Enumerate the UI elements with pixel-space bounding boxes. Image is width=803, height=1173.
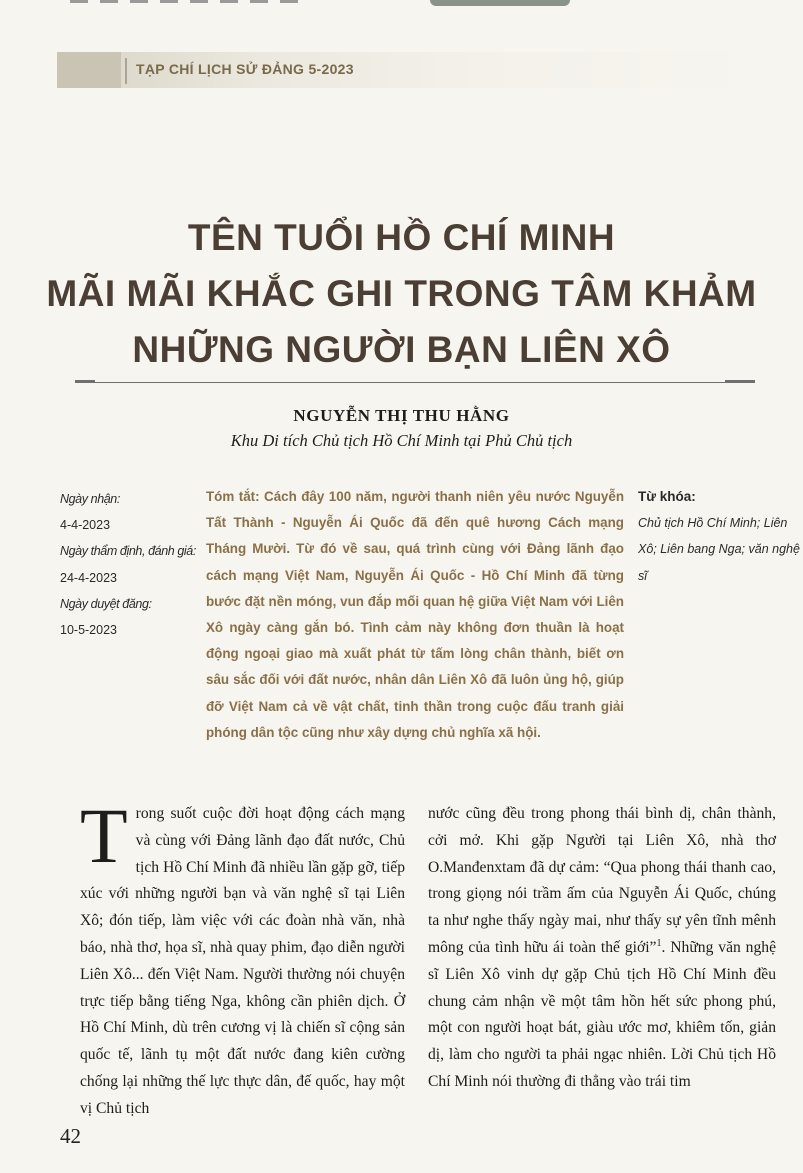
body-text-left: rong suốt cuộc đời hoạt động cách mạng và cùng với Đảng lãnh đạo đất nước, Chủ tịch Hồ Chí Minh đã nhiều lần gặp gỡ, tiếp xúc với những người bạn và văn nghệ sĩ tại Liên Xô; đón tiếp, làm việc với các đoàn nhà văn, nhà báo, nhà thơ, họa sĩ, nhà quay phim, đạo diễn người Liên Xô... đến Việt Nam. Người thường nói chuyện trực tiếp bằng tiếng Nga, không cần phiên dịch. Ở Hồ Chí Minh, dù trên cương vị là chiến sĩ cộng sản quốc tế, lãnh tụ một đất nước đang kiên cường chống lại những thế lực thực dân, đế quốc, hay một vị Chủ tịch	[80, 805, 405, 1117]
page-number: 42	[60, 1124, 81, 1148]
keywords-block	[638, 484, 800, 589]
author-affiliation: Khu Di tích Chủ tịch Hồ Chí Minh tại Phủ Chủ tịch	[230, 431, 573, 450]
keywords-text: Chủ tịch Hồ Chí Minh; Liên Xô; Liên bang Nga; văn nghệ sĩ	[638, 516, 800, 583]
body-text-right-b: . Những văn nghệ sĩ Liên Xô vinh dự gặp Chủ tịch Hồ Chí Minh đều chung cảm nhận về một tâm hồn hết sức phong phú, một con người hoạt bát, giàu ước mơ, khiêm tốn, giản dị, làm cho người ta phải ngạc nhiên. Lời Chủ tịch Hồ Chí Minh nói thường đi thẳng vào trái tim	[428, 938, 776, 1090]
drop-cap: T	[80, 792, 128, 879]
reviewed-date: 24-4-2023	[60, 570, 117, 585]
abstract: Tóm tắt: Cách đây 100 năm, người thanh niên yêu nước Nguyễn Tất Thành - Nguyễn Ái Quốc đã đến quê hương Cách mạng Tháng Mười. Từ đó về sau, quá trình cùng với Đảng lãnh đạo cách mạng Việt Nam, Nguyễn Ái Quốc - Hồ Chí Minh đã từng bước đặt nền móng, vun đắp mối quan hệ giữa Việt Nam với Liên Xô ngày càng gắn bó. Tình cảm này không đơn thuần là hoạt động ngoại giao mà xuất phát từ tấm lòng chân thành, biết ơn sâu sắc đối với đất nước, nhân dân Liên Xô đã luôn ủng hộ, giúp đỡ Việt Nam cả về vật chất, tinh thần trong cuộc đấu tranh giải phóng dân tộc cũng như xây dựng chủ nghĩa xã hội.	[206, 489, 624, 740]
body-column-right	[428, 801, 776, 1096]
title-line-1: TÊN TUỔI HỒ CHÍ MINH	[187, 217, 616, 258]
dates-block	[60, 486, 200, 643]
footnote-mark: 1	[656, 937, 662, 949]
body-column-left	[80, 792, 405, 1123]
title-line-2: MÃI MÃI KHẮC GHI TRONG TÂM KHẢM	[46, 273, 757, 314]
running-header-journal: TẠP CHÍ LỊCH SỬ ĐẢNG 5-2023	[136, 61, 354, 77]
article-title	[40, 210, 763, 378]
top-decor-blot	[430, 0, 570, 6]
approved-date: 10-5-2023	[60, 623, 117, 638]
received-date: 4-4-2023	[60, 518, 111, 533]
approved-label: Ngày duyệt đăng:	[60, 596, 152, 611]
reviewed-label: Ngày thẩm định, đánh giá:	[60, 544, 196, 559]
title-rule-dash-left	[75, 380, 95, 382]
running-header-separator	[125, 58, 127, 84]
top-decor-dash	[70, 0, 300, 3]
title-rule-dash-right	[725, 380, 755, 382]
running-header-block	[57, 52, 121, 88]
title-rule	[75, 382, 755, 383]
keywords-title: Từ khóa:	[638, 489, 696, 504]
received-label: Ngày nhận:	[60, 492, 120, 506]
author-name: NGUYỄN THỊ THU HẰNG	[293, 406, 510, 425]
body-text-right-a: nước cũng đều trong phong thái bình dị, chân thành, cởi mở. Khi gặp Người tại Liên Xô, nhà thơ O.Manđenxtam đã dự cảm: “Qua phong thái thanh cao, trong giọng nói trầm ấm của Nguyễn Ái Quốc, chúng ta như nghe thấy ngày mai, như thấy sự yên tĩnh mênh mông của tình hữu ái toàn thế giới”	[428, 805, 776, 956]
title-line-3: NHỮNG NGƯỜI BẠN LIÊN XÔ	[132, 329, 671, 370]
